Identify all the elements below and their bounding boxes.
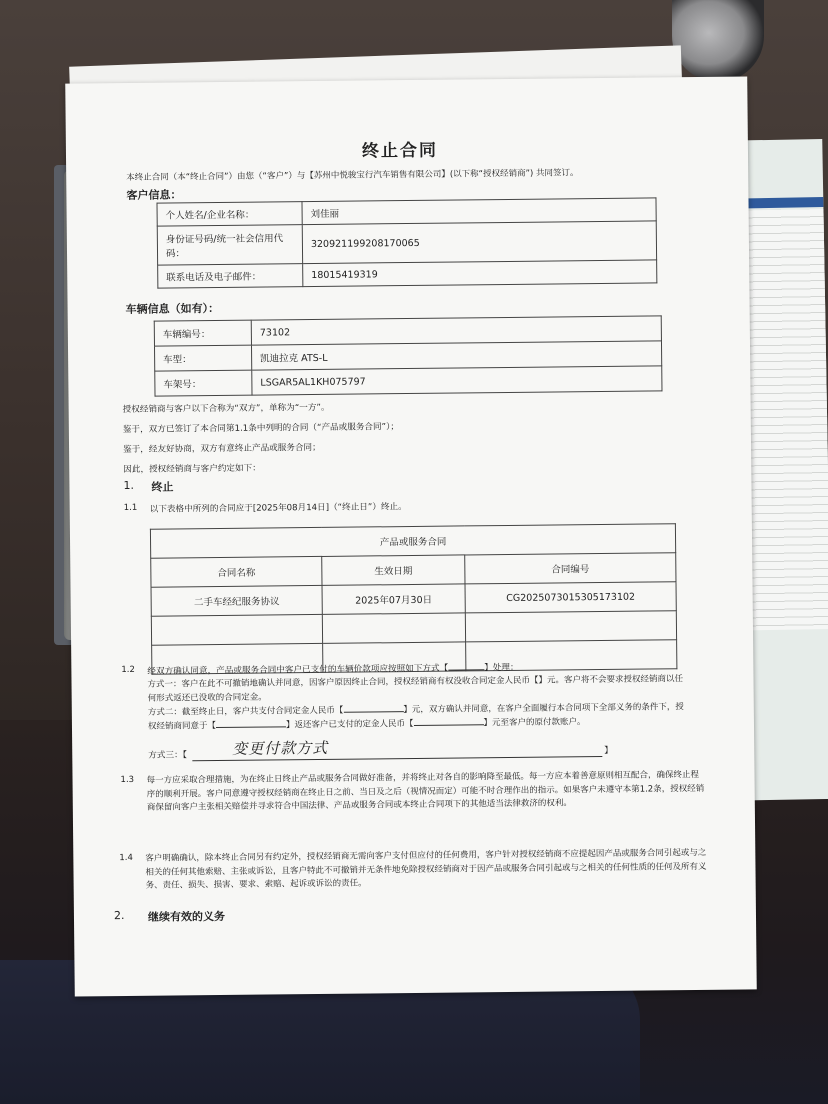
table-cell <box>322 613 465 643</box>
table-row <box>157 221 656 265</box>
clause-1-2-text <box>147 661 518 677</box>
intro-text: 本终止合同（本“终止合同”）由您（“客户”）与【苏州中悦骏宝行汽车销售有限公司】(以下称“授权经销商”) 共同签订。 <box>126 168 579 183</box>
clause-1-4-text: 客户明确确认，除本终止合同另有约定外，授权经销商无需向客户支付但应付的任何费用，客户针对授权经销商不应提起因产品或服务合同引起或与之相关的任何其他索赔、主张或诉讼，且客户特此不可撤销并无条件地免除授权经销商对于因产品或服务合同引起或与之相关的任何性质的任何及所有义务、责任、损失、损害、要求、索赔、起诉或诉讼的责任。 <box>145 847 707 891</box>
method-two <box>148 701 688 734</box>
table-cell: 2025年07月30日 <box>322 584 465 614</box>
row-value: LSGAR5AL1KH075797 <box>252 366 662 395</box>
row-value: 18015419319 <box>303 260 657 287</box>
recital-intent: 鉴于，经友好协商，双方有意终止产品或服务合同； <box>123 442 321 456</box>
method-two-c: 】返还客户已支付的定金人民币【 <box>285 718 414 730</box>
termination-contract-page <box>65 76 757 996</box>
row-label: 联系电话及电子邮件： <box>158 264 303 289</box>
row-label: 个人姓名/企业名称： <box>157 202 302 227</box>
clause-1-4-number: 1.4 <box>119 852 133 864</box>
row-label: 车辆编号： <box>154 320 251 346</box>
method-three-label: 方式三：【 <box>148 750 188 761</box>
method-two-b: 】元，双方确认并同意，在客户全面履行本合同项下全部义务的条件下，授权经销商同意于【 <box>147 702 684 732</box>
table-row <box>158 260 657 288</box>
row-value: 320921199208170065 <box>302 221 656 264</box>
table-cell <box>465 611 676 642</box>
contract-table <box>150 523 678 675</box>
clause-1-1-text: 以下表格中所列的合同应于[2025年08月14日]（“终止日”）终止。 <box>149 502 407 515</box>
col-header: 生效日期 <box>322 555 465 585</box>
col-header: 合同名称 <box>151 556 322 587</box>
section-2-number: 2. <box>113 909 125 923</box>
section-1-title: 终止 <box>151 480 174 494</box>
row-label: 身份证号码/统一社会信用代码： <box>157 225 302 266</box>
clause-1-2-number: 1.2 <box>121 664 135 676</box>
recital-agreement: 因此，授权经销商与客户约定如下： <box>123 463 261 476</box>
method-two-a: 方式二：截至终止日，客户共支付合同定金人民币【 <box>147 705 344 718</box>
table-cell: CG2025073015305173102 <box>465 582 676 613</box>
row-label: 车架号： <box>155 370 252 396</box>
document-title: 终止合同 <box>361 140 439 162</box>
date-blank <box>216 726 286 728</box>
clause-1-3-text: 每一方应采取合理措施，为在终止日终止产品或服务合同做好准备，并将终止对各自的影响降至最低。每一方应本着善意原则相互配合，确保终止程序的顺利开展。客户同意遵守授权经销商在终止日之前、当日及之后（视情况而定）可能不时合理作出的指示。如果客户未遵守本第1.2条，授权经销商保留向客户主张相关赔偿并寻求符合中国法律、产品或服务合同或本终止合同项下的其他适当法律救济的权利。 <box>146 769 705 813</box>
table-cell: 二手车经纪服务协议 <box>151 585 322 616</box>
method-one: 方式一：客户在此不可撤销地确认并同意，因客户原因终止合同，授权经销商有权没收合同定金人民币【】元。客户将不会要求授权经销商以任何形式返还已没收的合同定金。 <box>147 674 684 704</box>
row-value: 73102 <box>251 316 661 345</box>
vehicle-info-table <box>154 315 663 396</box>
handwritten-method-three: 变更付款方式 <box>232 738 329 758</box>
recital-parties: 授权经销商与客户以下合称为“双方”，单称为“一方”。 <box>122 402 330 416</box>
method-blank <box>448 669 484 670</box>
table-row <box>155 366 662 396</box>
recital-signed: 鉴于，双方已签订了本合同第1.1条中列明的合同（“产品或服务合同”）； <box>122 422 400 436</box>
col-header: 合同编号 <box>465 553 676 584</box>
table-caption: 产品或服务合同 <box>150 524 675 558</box>
table-cell <box>151 614 322 645</box>
row-value: 凯迪拉克 ATS-L <box>251 341 661 370</box>
customer-info-table <box>156 197 657 288</box>
clause-1-3-number: 1.3 <box>120 774 135 786</box>
row-value: 刘佳丽 <box>302 198 656 225</box>
clause-1-1-number: 1.1 <box>123 502 138 514</box>
clause-1-2-tail: 】处理： <box>484 662 519 674</box>
method-three-end: 】 <box>604 745 613 756</box>
customer-section-heading: 客户信息： <box>126 188 182 202</box>
row-label: 车型： <box>154 345 251 371</box>
section-2-title: 继续有效的义务 <box>147 909 226 924</box>
deposit-blank <box>343 711 403 713</box>
section-1-number: 1. <box>123 478 135 493</box>
refund-blank <box>413 724 483 726</box>
computer-mouse <box>672 0 764 82</box>
method-two-d: 】元至客户的原付款账户。 <box>483 716 586 728</box>
vehicle-section-heading: 车辆信息（如有）： <box>125 301 220 316</box>
clause-1-2-lead: 经双方确认同意，产品或服务合同中客户已支付的车辆价款项应按照如下方式【 <box>147 663 449 677</box>
